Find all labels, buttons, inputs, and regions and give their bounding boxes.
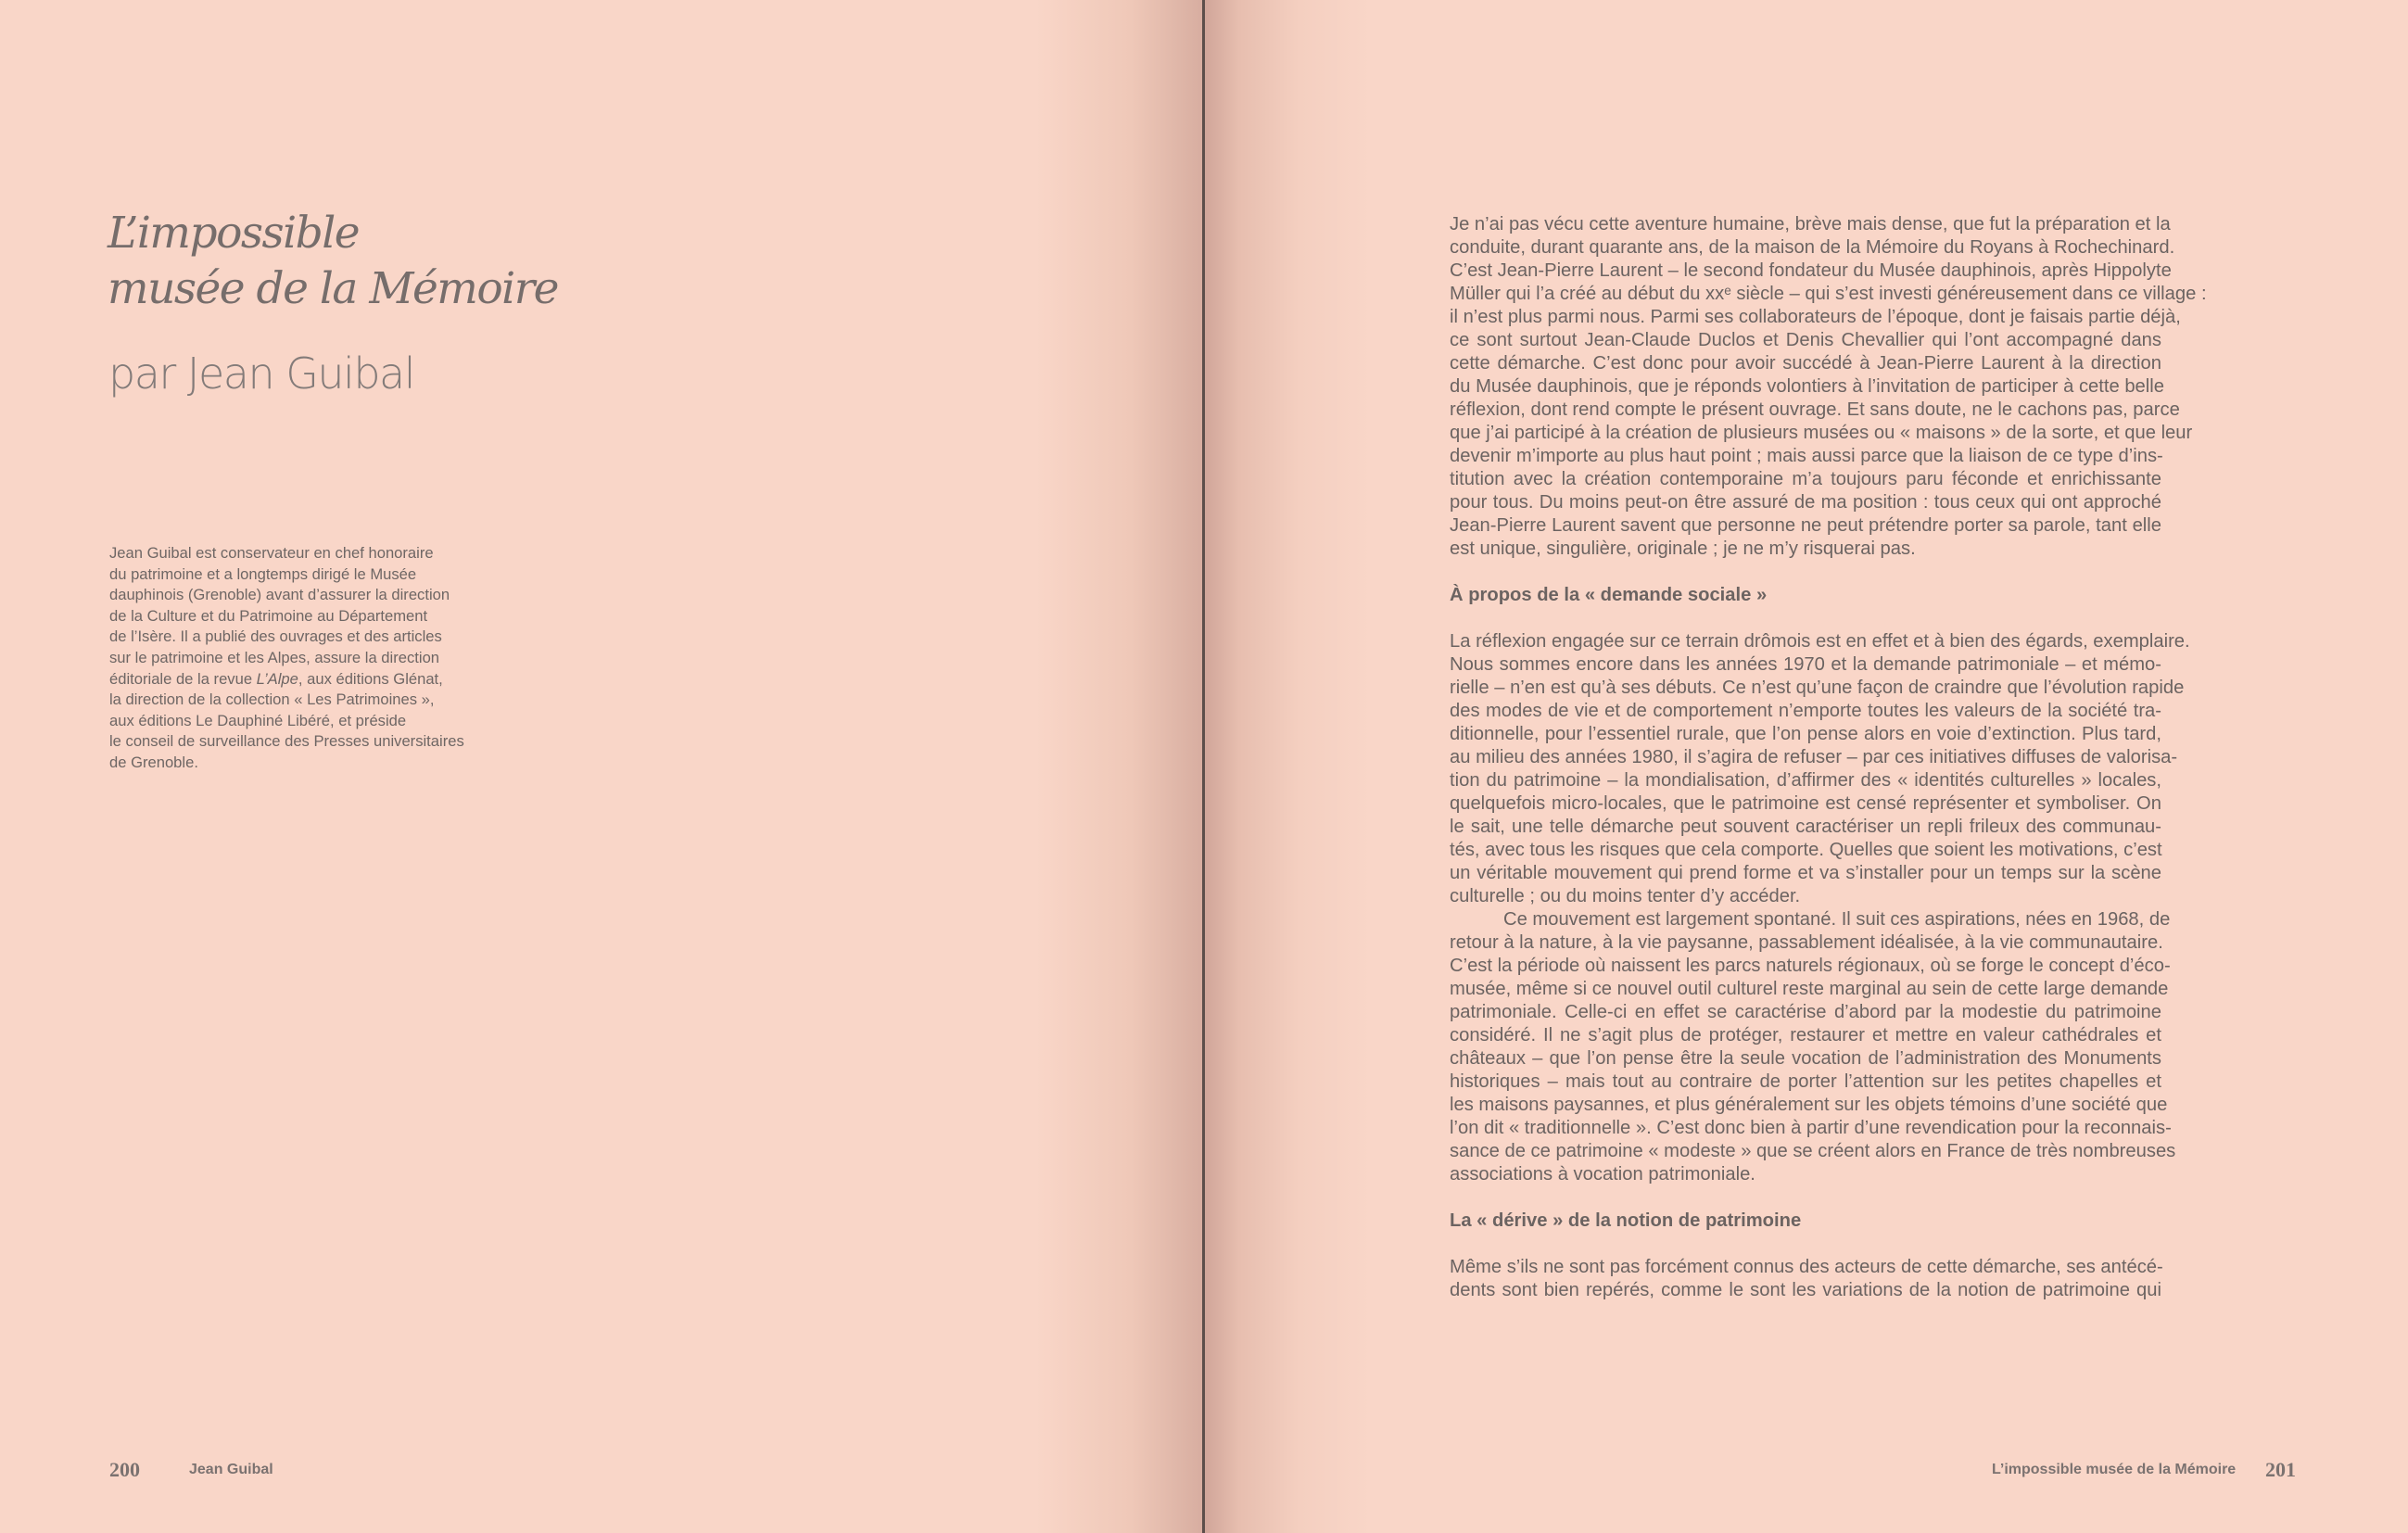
text-line: C’est la période où naissent les parcs naturels régionaux, où se forge le concept d’éco- (1450, 956, 2171, 976)
text-line: Müller qui l’a créé au début du xxᵉ siècle – qui s’est investi généreusement dans ce village : (1450, 284, 2207, 304)
text-line: ce sont surtout Jean-Claude Duclos et Denis Chevallier qui l’ont accompagné dans (1450, 330, 2161, 350)
chapter-title (108, 206, 558, 317)
section-heading-2: La « dérive » de la notion de patrimoine (1450, 1210, 1802, 1231)
text-line: est unique, singulière, originale ; je ne m’y risquerai pas. (1450, 538, 1916, 559)
text-line: devenir m’importe au plus haut point ; mais aussi parce que la liaison de ce type d’ins- (1450, 446, 2163, 466)
text-line: C’est Jean-Pierre Laurent – le second fondateur du Musée dauphinois, après Hippolyte (1450, 260, 2172, 281)
text-line: considéré. Il ne s’agit plus de protéger, restaurer et mettre en valeur cathédrales et (1450, 1025, 2161, 1045)
text-line: tés, avec tous les risques que cela comporte. Quelles que soient les motivations, c’est (1450, 840, 2162, 860)
text-line: tion du patrimoine – la mondialisation, d’affirmer des « identités culturelles » locales, (1450, 770, 2161, 791)
bio-line: dauphinois (Grenoble) avant d’assurer la direction (109, 586, 450, 604)
bio-line: de l’Isère. Il a publié des ouvrages et des articles (109, 627, 442, 646)
text-line: réflexion, dont rend compte le présent ouvrage. Et sans doute, ne le cachons pas, parce (1450, 399, 2180, 420)
chapter-title-line: L’impossible (108, 208, 360, 259)
text-line: les maisons paysannes, et plus généralement sur les objets témoins d’une société que (1450, 1095, 2168, 1115)
text-line: le sait, une telle démarche peut souvent caractériser un repli frileux des communau- (1450, 817, 2161, 837)
text-line: patrimoniale. Celle-ci en effet se caractérise d’abord par la modestie du patrimoine (1450, 1002, 2161, 1022)
bio-line: du patrimoine et a longtemps dirigé le Musée (109, 564, 417, 583)
text-line: musée, même si ce nouvel outil culturel reste marginal au sein de cette large demande (1450, 979, 2169, 999)
author-bio (109, 543, 499, 774)
running-head-left: Jean Guibal (189, 1462, 273, 1477)
text-line: châteaux – que l’on pense être la seule vocation de l’administration des Monuments (1450, 1048, 2161, 1069)
bio-line: la direction de la collection « Les Patrimoines », (109, 690, 435, 709)
text-line: Même s’ils ne sont pas forcément connus des acteurs de cette démarche, ses antécé- (1450, 1257, 2163, 1277)
chapter-title-line: musée de la Mémoire (108, 263, 558, 314)
bio-line: éditoriale de la revue L’Alpe, aux éditions Glénat, (109, 669, 443, 688)
text-line: au milieu des années 1980, il s’agira de refuser – par ces initiatives diffuses de valorisa- (1450, 747, 2178, 767)
page-number-right: 201 (2265, 1458, 2296, 1481)
text-line: conduite, durant quarante ans, de la maison de la Mémoire du Royans à Rochechinard. (1450, 237, 2175, 258)
text-line: du Musée dauphinois, que je réponds volontiers à l’invitation de participer à cette belle (1450, 376, 2164, 397)
page-number-left: 200 (109, 1458, 140, 1481)
text-line: Ce mouvement est largement spontané. Il suit ces aspirations, nées en 1968, de (1503, 909, 2171, 930)
text-line: Je n’ai pas vécu cette aventure humaine, brève mais dense, que fut la préparation et la (1450, 214, 2171, 234)
text-line: sance de ce patrimoine « modeste » que se créent alors en France de très nombreuses (1450, 1141, 2176, 1161)
text-line: Jean-Pierre Laurent savent que personne ne peut prétendre porter sa parole, tant elle (1450, 515, 2161, 536)
text-line: associations à vocation patrimoniale. (1450, 1164, 1755, 1185)
bio-line: Jean Guibal est conservateur en chef honoraire (109, 544, 434, 562)
text-line: titution avec la création contemporaine m’a toujours paru féconde et enrichissante (1450, 469, 2161, 489)
text-line: un véritable mouvement qui prend forme et va s’installer pour un temps sur la scène (1450, 863, 2161, 883)
running-head-right: L’impossible musée de la Mémoire (1992, 1462, 2237, 1477)
bio-line: aux éditions Le Dauphiné Libéré, et préside (109, 711, 407, 729)
text-line: cette démarche. C’est donc pour avoir succédé à Jean-Pierre Laurent à la direction (1450, 353, 2161, 374)
text-line: La réflexion engagée sur ce terrain drômois est en effet et à bien des égards, exemplaire. (1450, 631, 2190, 652)
bio-line: sur le patrimoine et les Alpes, assure la direction (109, 648, 440, 666)
text-line: quelquefois micro-locales, que le patrimoine est censé représenter et symboliser. On (1450, 793, 2161, 814)
text-line: dents sont bien repérés, comme le sont les variations de la notion de patrimoine qui (1450, 1280, 2161, 1300)
text-line: pour tous. Du moins peut-on être assuré de ma position : tous ceux qui ont approché (1450, 492, 2161, 513)
text-line: l’on dit « traditionnelle ». C’est donc bien à partir d’une revendication pour la reconnais- (1450, 1118, 2172, 1138)
paragraph-3 (1450, 908, 2176, 1186)
author-byline: par Jean Guibal (108, 348, 415, 399)
paragraph-4 (1450, 1256, 2161, 1302)
paragraph-1 (1450, 213, 2207, 561)
text-line: retour à la nature, à la vie paysanne, passablement idéalisée, à la vie communautaire. (1450, 932, 2163, 953)
text-line: culturelle ; ou du moins tenter d’y accéder. (1450, 886, 1801, 906)
text-line: Nous sommes encore dans les années 1970 et la demande patrimoniale – et mémo- (1450, 654, 2161, 675)
text-line: que j’ai participé à la création de plusieurs musées ou « maisons » de la sorte, et que leur (1450, 423, 2193, 443)
section-heading-1: À propos de la « demande sociale » (1450, 585, 1768, 605)
bio-line: de Grenoble. (109, 753, 198, 771)
article-body (1450, 213, 2207, 1302)
book-gutter (1202, 0, 1205, 1533)
text-line: il n’est plus parmi nous. Parmi ses collaborateurs de l’époque, dont je faisais partie déjà, (1450, 307, 2181, 327)
bio-line: le conseil de surveillance des Presses universitaires (109, 732, 464, 751)
text-line: ditionnelle, pour l’essentiel rurale, que l’on pense alors en voie d’extinction. Plus tard, (1450, 724, 2161, 744)
text-line: des modes de vie et de comportement n’emporte toutes les valeurs de la société tra- (1450, 701, 2161, 721)
text-line: historiques – mais tout au contraire de porter l’attention sur les petites chapelles et (1450, 1071, 2161, 1092)
text-line: rielle – n’en est qu’à ses débuts. Ce n’est qu’une façon de craindre que l’évolution rapide (1450, 678, 2185, 698)
paragraph-2 (1450, 630, 2190, 908)
bio-line: de la Culture et du Patrimoine au Département (109, 606, 428, 625)
